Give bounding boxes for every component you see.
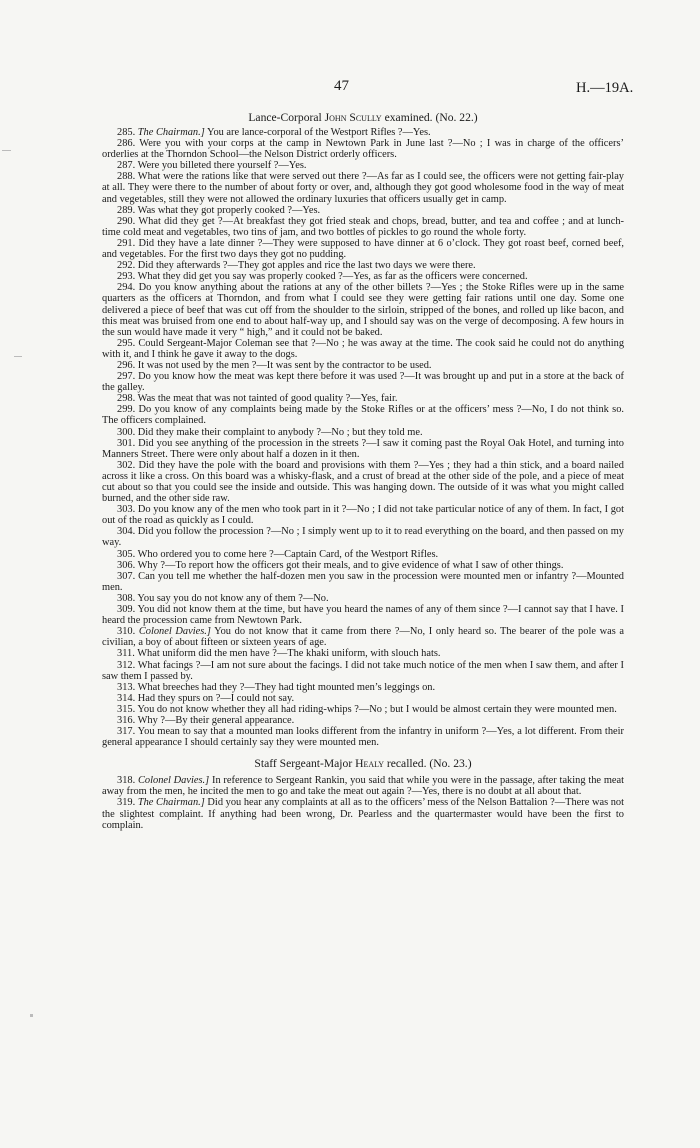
question-number: 287.	[117, 160, 138, 172]
speaker-label: Colonel Davies.]	[137, 775, 210, 787]
question-number: 316.	[117, 714, 138, 726]
question-text: What uniform did the men have ?—The khaki uniform, with slouch hats.	[137, 648, 441, 660]
question-number: 303.	[117, 504, 138, 516]
question-paragraph	[102, 526, 624, 548]
heading-suffix: examined. (No. 22.)	[384, 111, 478, 124]
question-text: Can you tell me whether the half-dozen men you saw in the procession were mounted men or infantry ?—Mounted men.	[102, 570, 624, 593]
question-text: In reference to Sergeant Rankin, you said that while you were in the passage, after taking the meat away from the men, he incited the men to go and take the meat out again ?—Yes, there is no doubt at all about that.	[102, 775, 625, 798]
question-number: 309.	[117, 604, 138, 616]
question-paragraph	[102, 238, 624, 260]
question-number: 304.	[117, 526, 138, 538]
question-text: What they did get you say was properly cooked ?—Yes, as far as the officers were concerned.	[137, 271, 528, 283]
page-number: 47	[334, 78, 349, 94]
question-paragraph	[102, 715, 624, 726]
question-text: Were you with your corps at the camp in Newtown Park in June last ?—No ; I was in charge of the officers’ orderlies at the Thorndon School—the Nelson District orderly officers.	[102, 138, 624, 161]
question-number: 314.	[117, 692, 138, 704]
question-number: 290.	[117, 215, 139, 227]
question-text: Why ?—By their general appearance.	[137, 714, 295, 726]
question-paragraph	[102, 360, 624, 371]
question-paragraph	[102, 260, 624, 271]
margin-mark	[14, 356, 22, 357]
question-number: 310.	[117, 626, 139, 638]
question-text: Was the meat that was not tainted of good quality ?—Yes, fair.	[137, 393, 398, 405]
question-paragraph	[102, 271, 624, 282]
question-number: 289.	[117, 204, 138, 216]
question-paragraph	[102, 775, 624, 797]
heading-name: John Scully	[324, 111, 382, 124]
question-number: 308.	[117, 592, 138, 604]
question-paragraph	[102, 560, 624, 571]
question-paragraph	[102, 504, 624, 526]
question-paragraph	[102, 797, 624, 830]
question-number: 317.	[117, 726, 138, 738]
question-paragraph	[102, 549, 624, 560]
question-paragraph	[102, 704, 624, 715]
document-body	[102, 110, 624, 831]
question-paragraph	[102, 571, 624, 593]
question-text: Was what they got properly cooked ?—Yes.	[137, 204, 321, 216]
question-text: Do you know any of the men who took part in it ?—No ; I did not take particular notice of any of them. In fact, I got out of the road as quickly as I could.	[102, 504, 624, 527]
question-number: 301.	[117, 437, 139, 449]
document-reference: H.—19A.	[576, 80, 634, 96]
question-number: 296.	[117, 359, 138, 371]
question-paragraph	[102, 648, 624, 659]
question-paragraph	[102, 205, 624, 216]
question-text: What breeches had they ?—They had tight mounted men’s leggings on.	[137, 681, 436, 693]
margin-mark	[30, 1014, 33, 1017]
question-paragraph	[102, 604, 624, 626]
section-heading-scully	[102, 110, 624, 125]
question-paragraph	[102, 371, 624, 393]
question-text: Did they make their complaint to anybody ?—No ; but they told me.	[137, 426, 423, 438]
question-number: 307.	[117, 570, 139, 582]
question-number: 286.	[117, 138, 140, 150]
question-text: Did they have the pole with the board and provisions with them ?—Yes ; they had a thin stick, and a board nailed across it like a cross. On this board was a whisky-flask, and a crust of bread at the other side of the pole, and a piece of meat cut about so that you could see the inside and outside. This was hanging down. The outside of it was what you might called burned, and the other side raw.	[102, 459, 624, 505]
question-number: 295.	[117, 337, 139, 349]
question-paragraph	[102, 338, 624, 360]
question-paragraph	[102, 682, 624, 693]
question-paragraph	[102, 626, 624, 648]
question-paragraph	[102, 693, 624, 704]
question-text: Did they afterwards ?—They got apples and rice the last two days we were there.	[137, 260, 476, 272]
question-number: 312.	[117, 659, 138, 671]
speaker-label: The Chairman.]	[137, 797, 205, 809]
question-paragraph	[102, 127, 624, 138]
question-number: 298.	[117, 393, 138, 405]
question-text: It was not used by the men ?—It was sent by the contractor to be used.	[137, 359, 432, 371]
question-number: 291.	[117, 237, 139, 249]
question-number: 288.	[117, 171, 138, 183]
question-text: Do you know how the meat was kept there before it was used ?—It was brought up and put in a store at the back of the galley.	[102, 371, 625, 394]
question-number: 293.	[117, 271, 138, 283]
question-paragraph	[102, 593, 624, 604]
question-number: 297.	[117, 371, 139, 383]
question-number: 305.	[117, 548, 138, 560]
heading-name: Healy	[355, 757, 384, 771]
question-paragraph	[102, 438, 624, 460]
question-text: Do you know anything about the rations at any of the other billets ?—Yes ; the Stoke Rifles were up in the same quarters as the officers at Thorndon, and from what I could see they were getting fair rations until one day. Some one delivered a piece of beef that was cut off from the shoulder to the sirloin, stripped of the bones, and rolled up like bacon, and this meat was bruised from one end to about half-way up, and I should say was on the verge of decomposing. A few hours in the sun would have made it very “ high,” and it could not be baked.	[102, 282, 625, 338]
question-paragraph	[102, 393, 624, 404]
question-text: Did they have a late dinner ?—They were supposed to have dinner at 6 o’clock. They got roast beef, corned beef, and vegetables. For the first two days they got no pudding.	[102, 237, 625, 261]
question-text: What did they get ?—At breakfast they got fried steak and chops, bread, butter, and tea and coffee ; and at lunch-time cold meat and vegetables, two tins of jam, and two bottles of pickles to go round the whole forty.	[102, 215, 624, 238]
question-number: 315.	[117, 703, 138, 715]
question-number: 319.	[117, 797, 138, 809]
question-paragraph	[102, 216, 624, 238]
question-number: 311.	[117, 648, 138, 660]
heading-suffix: recalled. (No. 23.)	[386, 757, 472, 771]
heading-prefix: Lance-Corporal	[248, 111, 322, 124]
question-paragraph	[102, 660, 624, 682]
question-text: You do not know whether they all had riding-whips ?—No ; but I would be almost certain they were mounted men.	[137, 703, 617, 715]
question-number: 285.	[117, 127, 138, 138]
question-paragraph	[102, 404, 624, 426]
question-number: 313.	[117, 681, 138, 693]
question-text: You say you do not know any of them ?—No.	[137, 592, 329, 604]
margin-mark	[2, 150, 11, 151]
question-number: 300.	[117, 426, 138, 438]
question-text: Why ?—To report how the officers got their meals, and to give evidence of what I saw of other things.	[137, 559, 564, 571]
question-paragraph	[102, 171, 624, 204]
question-text: Could Sergeant-Major Coleman see that ?—No ; he was away at the time. The cook said he could not do anything with it, and I think he gave it away to the dogs.	[102, 337, 625, 360]
question-number: 294.	[117, 282, 139, 294]
question-text: Who ordered you to come here ?—Captain Card, of the Westport Rifles.	[137, 548, 439, 560]
question-text: What were the rations like that were served out there ?—As far as I could see, the officers were not getting fair-play at all. They were there to the number of about forty or over, and, although they got good wholesome food in the way of meat and vegetables, still they were not allowed the ordinary luxuries that officers usually get in camp.	[102, 171, 624, 205]
question-text: Had they spurs on ?—I could not say.	[137, 692, 295, 704]
question-text: You did not know them at the time, but have you heard the names of any of them since ?—I cannot say that I have. I heard the procession came from Newtown Park.	[102, 604, 624, 627]
speaker-label: The Chairman.]	[137, 127, 205, 138]
question-paragraph	[102, 138, 624, 160]
question-text: Did you hear any complaints at all as to the officers’ mess of the Nelson Battalion ?—There was not the slightest complaint. If anything had been wrong, Dr. Pearless and the quartermaster would have been the first to complain.	[102, 797, 625, 831]
question-text: Did you see anything of the procession in the streets ?—I saw it coming past the Royal Oak Hotel, and turning into Manners Street. There were only about half a dozen in it then.	[102, 437, 625, 460]
question-paragraph	[102, 460, 624, 504]
question-text: You do not know that it came from there ?—No, I only heard so. The bearer of the pole was a civilian, a boy of about fifteen or sixteen years of age.	[102, 626, 625, 649]
speaker-label: Colonel Davies.]	[138, 626, 211, 638]
question-paragraph	[102, 282, 624, 337]
section-scully-paragraphs	[102, 127, 624, 748]
section-healy-paragraphs	[102, 775, 624, 830]
section-heading-healy	[102, 756, 624, 771]
question-paragraph	[102, 726, 624, 748]
question-text: Do you know of any complaints being made by the Stoke Rifles or at the officers’ mess ?—No, I do not think so. The officers complained.	[102, 404, 625, 427]
question-number: 306.	[117, 559, 138, 571]
question-number: 302.	[117, 459, 139, 471]
question-number: 318.	[117, 775, 138, 787]
question-text: Were you billeted there yourself ?—Yes.	[137, 160, 307, 172]
heading-prefix: Staff Sergeant-Major	[254, 757, 353, 771]
question-number: 292.	[117, 260, 138, 272]
question-text: Did you follow the procession ?—No ; I simply went up to it to read everything on the board, and then passed on my way.	[102, 526, 624, 549]
question-number: 299.	[117, 404, 139, 416]
question-text: You are lance-corporal of the Westport Rifles ?—Yes.	[204, 127, 431, 138]
question-text: What facings ?—I am not sure about the facings. I did not take much notice of the men when I saw them, and after I saw them I passed by.	[102, 659, 624, 682]
question-paragraph	[102, 160, 624, 171]
question-text: You mean to say that a mounted man looks different from the infantry in uniform ?—Yes, a lot different. From their general appearance I should certainly say they were mounted men.	[102, 726, 624, 749]
question-paragraph	[102, 427, 624, 438]
